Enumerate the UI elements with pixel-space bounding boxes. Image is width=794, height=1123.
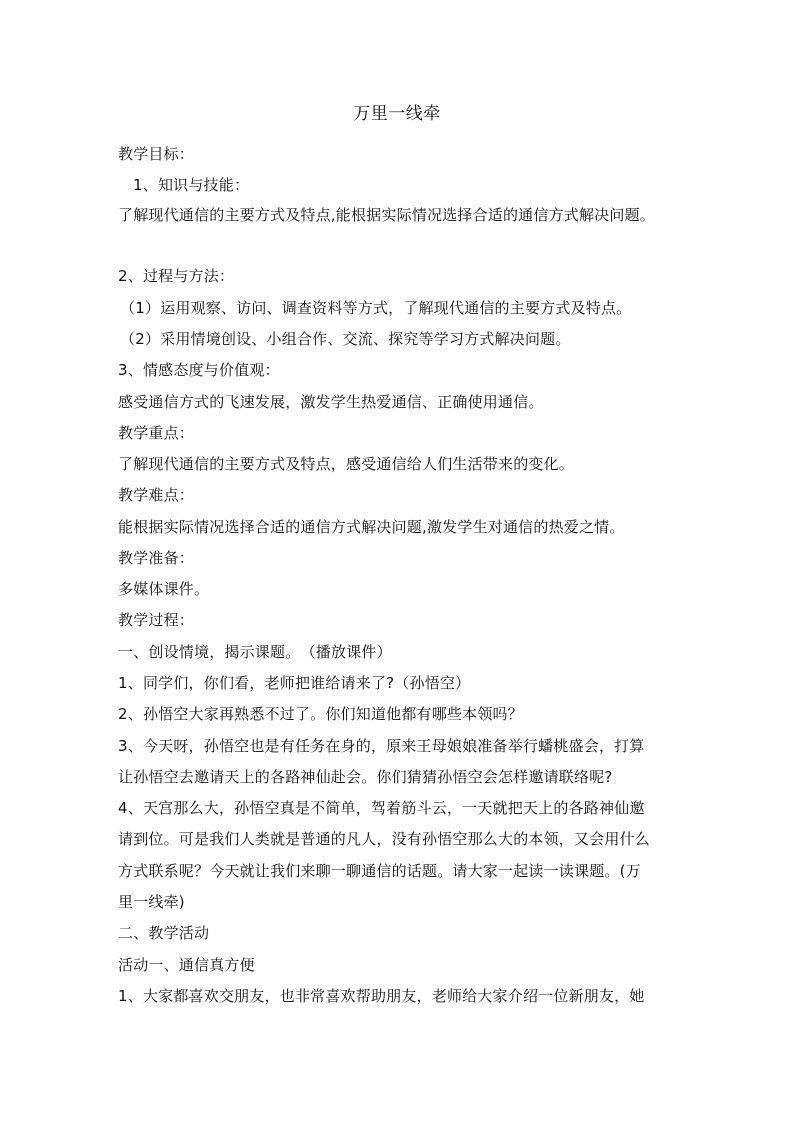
paragraph-line: 感受通信方式的飞速发展，激发学生热爱通信、正确使用通信。	[118, 393, 544, 411]
section-heading: 二、教学活动	[118, 924, 210, 942]
objective-process-label: 2、过程与方法：	[118, 267, 235, 285]
paragraph-line: 请到位。可是我们人类就是普通的凡人，没有孙悟空那么大的本领，又会用什么	[118, 830, 651, 848]
paragraph-line: 4、天宫那么大，孙悟空真是不简单，驾着筋斗云，一天就把天上的各路神仙邀	[118, 799, 645, 817]
paragraph-line: 让孙悟空去邀请天上的各路神仙赴会。你们猜猜孙悟空会怎样邀请联络呢?	[118, 768, 613, 786]
paragraph-line: 方式联系呢？今天就让我们来聊一聊通信的话题。请大家一起读一读课题。(万	[118, 862, 641, 880]
paragraph-line: 里一线牵)	[118, 893, 185, 911]
objective-knowledge-label: 1、知识与技能：	[133, 176, 250, 194]
heading-process: 教学过程：	[118, 611, 195, 629]
heading-key-points: 教学重点：	[118, 424, 195, 442]
paragraph-line: 3、今天呀，孙悟空也是有任务在身的，原来王母娘娘准备举行蟠桃盛会，打算	[118, 737, 645, 755]
paragraph-line: （2）采用情境创设、小组合作、交流、探究等学习方式解决问题。	[120, 330, 571, 348]
heading-preparation: 教学准备：	[118, 549, 195, 567]
paragraph-line: 能根据实际情况选择合适的通信方式解决问题,激发学生对通信的热爱之情。	[118, 518, 625, 536]
paragraph-line: 了解现代通信的主要方式及特点，感受通信给人们生活带来的变化。	[118, 455, 575, 473]
paragraph-line: 多媒体课件。	[118, 580, 210, 598]
document-title: 万里一线牵	[353, 104, 441, 124]
paragraph-line: 了解现代通信的主要方式及特点,能根据实际情况选择合适的通信方式解决问题。	[118, 206, 655, 224]
paragraph-line: 2、孙悟空大家再熟悉不过了。你们知道他都有哪些本领吗？	[118, 705, 523, 723]
heading-objectives: 教学目标：	[118, 145, 195, 163]
paragraph-line: （1）运用观察、访问、调查资料等方式，了解现代通信的主要方式及特点。	[120, 299, 632, 317]
paragraph-line: 1、大家都喜欢交朋友，也非常喜欢帮助朋友，老师给大家介绍一位新朋友，她	[118, 987, 645, 1005]
paragraph-line: 1、同学们，你们看，老师把谁给请来了?（孙悟空）	[118, 674, 471, 692]
section-heading: 一、创设情境，揭示课题。 （播放课件）	[118, 643, 392, 661]
objective-attitude-label: 3、情感态度与价值观：	[118, 361, 280, 379]
activity-heading: 活动一、通信真方便	[118, 956, 255, 974]
heading-difficulties: 教学难点：	[118, 486, 195, 504]
